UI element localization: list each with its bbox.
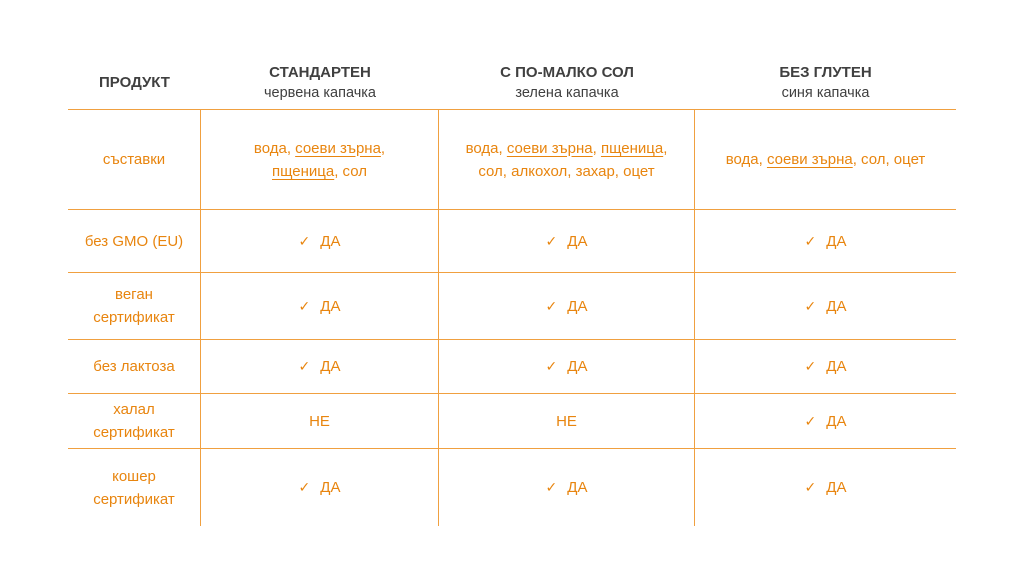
ingredients-cell xyxy=(201,110,439,209)
header-col-standard xyxy=(201,56,439,109)
yes-value: ✓ ДА xyxy=(298,297,341,315)
header-col-title: С ПО-МАЛКО СОЛ xyxy=(500,64,634,81)
ingredient-text: , сол, оцет xyxy=(852,151,926,168)
header-col-low-salt xyxy=(439,56,695,109)
check-icon: ✓ xyxy=(545,232,558,249)
ingredient-link[interactable]: соеви зърна xyxy=(506,139,593,157)
ingredient-link[interactable]: соеви зърна xyxy=(295,139,381,157)
yes-value: ✓ ДА xyxy=(298,358,341,375)
header-col-title: СТАНДАРТЕН xyxy=(269,64,371,81)
header-col-subtitle: зелена капачка xyxy=(515,85,619,101)
yes-value: ✓ ДА xyxy=(545,297,588,315)
check-icon: ✓ xyxy=(804,232,817,249)
yes-value: ✓ ДА xyxy=(545,358,588,375)
check-icon: ✓ xyxy=(545,479,558,495)
table-row-gmo xyxy=(68,210,956,273)
ingredients-cell xyxy=(439,110,695,209)
yes-value: ✓ ДА xyxy=(804,297,847,315)
header-product-label: ПРОДУКТ xyxy=(99,74,170,91)
yes-value: ✓ ДА xyxy=(804,232,847,250)
table-row-ingredients xyxy=(68,110,956,210)
check-icon: ✓ xyxy=(298,479,311,495)
row-label: без лактоза xyxy=(68,340,201,393)
row-label: без GMO (EU) xyxy=(68,210,201,272)
check-icon: ✓ xyxy=(804,358,817,374)
yes-value: ✓ ДА xyxy=(804,479,847,496)
ingredient-text: вода, xyxy=(725,151,767,168)
ingredient-text: , xyxy=(380,139,386,157)
row-label: кошер сертификат xyxy=(68,449,201,526)
check-icon: ✓ xyxy=(804,479,817,495)
comparison-table xyxy=(68,56,956,526)
yes-value: ✓ ДА xyxy=(545,232,588,250)
check-icon: ✓ xyxy=(804,297,817,314)
row-label: съставки xyxy=(68,110,201,209)
row-label: халал сертификат xyxy=(68,394,201,448)
header-col-subtitle: синя капачка xyxy=(781,85,870,101)
table-row-lactose xyxy=(68,340,956,394)
header-col-title: БЕЗ ГЛУТЕН xyxy=(779,64,872,81)
header-col-gluten-free xyxy=(695,56,956,109)
header-col-subtitle: червена капачка xyxy=(264,85,376,101)
check-icon: ✓ xyxy=(298,358,311,374)
yes-value: ✓ ДА xyxy=(545,479,588,496)
row-label: веган сертификат xyxy=(68,273,201,339)
check-icon: ✓ xyxy=(298,232,311,249)
header-product xyxy=(68,56,201,109)
ingredient-text: , сол xyxy=(334,162,367,180)
yes-value: ✓ ДА xyxy=(804,358,847,375)
no-value: НЕ xyxy=(309,412,330,430)
ingredient-link[interactable]: пщеница xyxy=(600,139,664,157)
no-value: НЕ xyxy=(556,412,577,430)
check-icon: ✓ xyxy=(545,297,558,314)
ingredient-text: , xyxy=(592,139,601,157)
ingredients-cell xyxy=(695,110,956,209)
yes-value: ✓ ДА xyxy=(298,232,341,250)
yes-value: ✓ ДА xyxy=(804,412,847,430)
ingredient-link[interactable]: пщеница xyxy=(271,162,335,180)
table-row-vegan xyxy=(68,273,956,340)
check-icon: ✓ xyxy=(545,358,558,374)
ingredient-text: сол, алкохол, захар, оцет xyxy=(478,162,655,180)
ingredient-link[interactable]: соеви зърна xyxy=(766,151,853,168)
check-icon: ✓ xyxy=(298,297,311,314)
yes-value: ✓ ДА xyxy=(298,479,341,496)
table-header-row xyxy=(68,56,956,110)
ingredient-text: вода, xyxy=(465,139,507,157)
table-row-kosher xyxy=(68,449,956,526)
table-row-halal xyxy=(68,394,956,449)
ingredient-text: вода, xyxy=(253,139,296,157)
ingredient-text: , xyxy=(663,139,668,157)
check-icon: ✓ xyxy=(804,412,817,429)
